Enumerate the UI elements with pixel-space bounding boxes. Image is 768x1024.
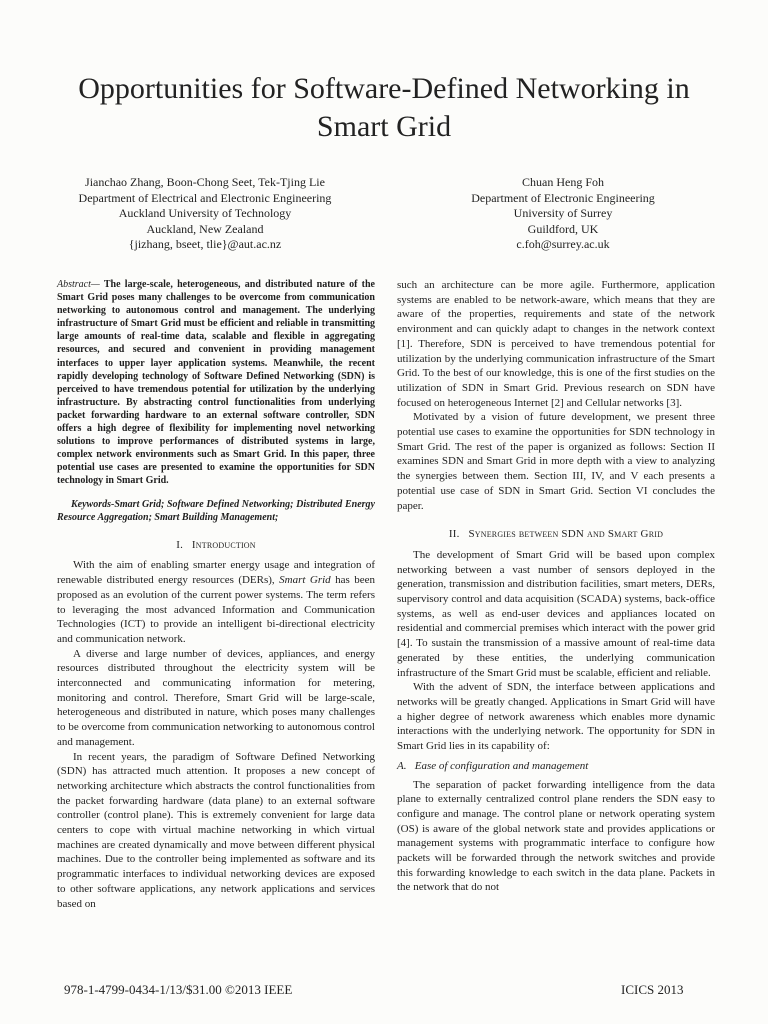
author-department: Department of Electrical and Electronic Engineering	[78, 190, 332, 205]
section-heading-synergies	[397, 527, 715, 542]
keywords-lead: Keywords-	[71, 498, 115, 510]
author-names: Chuan Heng Foh	[522, 175, 604, 189]
author-email: {jizhang, bseet, tlie}@aut.ac.nz	[128, 237, 282, 251]
synergies-paragraph-1: The development of Smart Grid will be based upon complex networking between a vast number of sensors deployed in the generation, transmission and distribution facilities, smart meters, DERs, supervisory control and data acquisition (SCADA) systems, back-office systems, as well as end-user devices and appliances located on residential and commercial premises which interact with the power grid [4]. To sustain the transmission of a massive amount of real-time data generated by these entities, the underlying communication infrastructure of the Smart Grid must be scalable, efficient and reliable.	[397, 548, 715, 679]
author-names: Jianchao Zhang, Boon-Chong Seet, Tek-Tjing Lie	[85, 175, 325, 189]
keywords-text: Smart Grid; Software Defined Networking; Distributed Energy Resource Aggregation; Smart Building Management;	[57, 498, 375, 523]
intro-paragraph-3: In recent years, the paradigm of Software Defined Networking (SDN) has attracted much attention. It proposes a new concept of networking architecture which abstracts the control functionalities from the packet forwarding hardware (data plane) to an external software controller (control plane). This is extremely convenient for large data centers to cope with virtual machine networking in which virtual machines are created dynamically and move between different physical machines. Due to the controller being implemented as software and its programmatic interfaces to individual networking devices are exposed to other software applications, any network applications and services based on	[57, 750, 375, 910]
intro-p1-emphasis: Smart Grid	[279, 574, 331, 587]
subsection-label: A.	[397, 759, 407, 772]
intro-paragraph-continued: such an architecture can be more agile. Furthermore, application systems are enabled to be network-aware, which means that they are aware of the properties, requirements and state of the network environment and can quickly adapt to changes in the network context [1]. Therefore, SDN is perceived to have tremendous potential for utilization by the underlying communication infrastructure of the Smart Grid. To the best of our knowledge, this is one of the first studies on the utilization of SDN in Smart Grid. Previous research on SDN have focused on heterogeneous Internet [2] and Cellular networks [3].	[397, 279, 715, 409]
section-number: I.	[176, 538, 184, 551]
intro-paragraph-2: A diverse and large number of devices, appliances, and energy resources distributed throughout the electricity system will be interconnected and communicating information for metering, monitoring and control. Therefore, Smart Grid will be large-scale, heterogeneous and distributed in nature, which poses many challenges to be overcome from communication networking to autonomous control and management.	[57, 647, 375, 748]
author-location: Auckland, New Zealand	[146, 221, 264, 236]
author-email: c.foh@surrey.ac.uk	[516, 237, 610, 251]
intro-p1-text-a: With the aim of enabling smarter energy usage and integration of renewable distributed energy resources (DERs),	[57, 559, 375, 587]
section-title: Introduction	[191, 538, 256, 551]
author-institution: Auckland University of Technology	[118, 206, 292, 220]
abstract-lead: Abstract—	[57, 279, 100, 290]
author-block-left	[60, 175, 350, 253]
subsection-a-paragraph-1: The separation of packet forwarding intelligence from the data plane to externally centralized control plane renders the SDN easy to configure and manage. The control plane or network operating system (OS) is aware of the global network state and provides applications or management systems with programmatic interface to configure how packets will be forwarded through the network switches and provide this forwarding knowledge to each switch in the data plane. Packets in the network that do not	[397, 778, 715, 894]
author-institution: University of Surrey	[513, 206, 613, 220]
author-block-right	[418, 175, 708, 253]
footer-conference: ICICS 2013	[621, 982, 684, 997]
intro-paragraph-4: Motivated by a vision of future development, we present three potential use cases to examine the opportunities for SDN technology in Smart Grid. The rest of the paper is organized as follows: Section II examines SDN and Smart Grid in more depth with a view to analyzing the synergies between them. Section III, IV, and V each presents a potential use case of SDN in Smart Grid. Section VI concludes the paper.	[397, 411, 715, 512]
section-number: II.	[448, 528, 460, 541]
author-department: Department of Electronic Engineering	[471, 190, 655, 205]
abstract-text: The large-scale, heterogeneous, and distributed nature of the Smart Grid poses many challenges to be overcome from communication networking to autonomous control and management. The underlying infrastructure of Smart Grid must be efficient and reliable in transmitting large amounts of real-time data, scalable and flexible in aggregating resources, and secured and convenient in providing management interfaces to upper layer application systems. Meanwhile, the recent rapidly developing technology of Software Defined Networking (SDN) is perceived to have tremendous potential for utilization by the underlying infrastructure. By abstracting control functionalities from underlying packet forwarding hardware to an external software controller, SDN offers a high degree of flexibility for implementing novel networking solutions to improve performances of distributed systems in large, complex network environments such as Smart Grid. In this paper, three potential use cases are presented to examine the opportunities for SDN technology in Smart Grid.	[57, 279, 375, 487]
intro-p1-text-b: has been proposed as an evolution of the current power systems. The term refers to leveraging the most advanced Information and Communication Technologies (ICT) to provide an intelligent bi-directional electricity and communication network.	[57, 574, 375, 645]
section-heading-introduction	[57, 538, 375, 553]
author-location: Guildford, UK	[527, 221, 599, 236]
right-column	[397, 278, 715, 895]
subsection-title: Ease of configuration and management	[414, 759, 589, 772]
keywords	[57, 498, 375, 524]
abstract	[57, 278, 375, 488]
intro-paragraph-1	[57, 558, 375, 646]
paper-title: Opportunities for Software-Defined Networking in Smart Grid	[78, 72, 690, 143]
section-title: Synergies between SDN and Smart Grid	[468, 528, 664, 541]
synergies-paragraph-2: With the advent of SDN, the interface between applications and networks will be greatly changed. Applications in Smart Grid will have a higher degree of network awareness which enables more dynamic interactions with the underlying network. The opportunity for SDN in Smart Grid lies in its capability of:	[397, 681, 715, 753]
subsection-heading-a	[397, 759, 715, 774]
left-column	[57, 278, 375, 911]
footer-copyright: 978-1-4799-0434-1/13/$31.00 ©2013 IEEE	[64, 982, 293, 997]
